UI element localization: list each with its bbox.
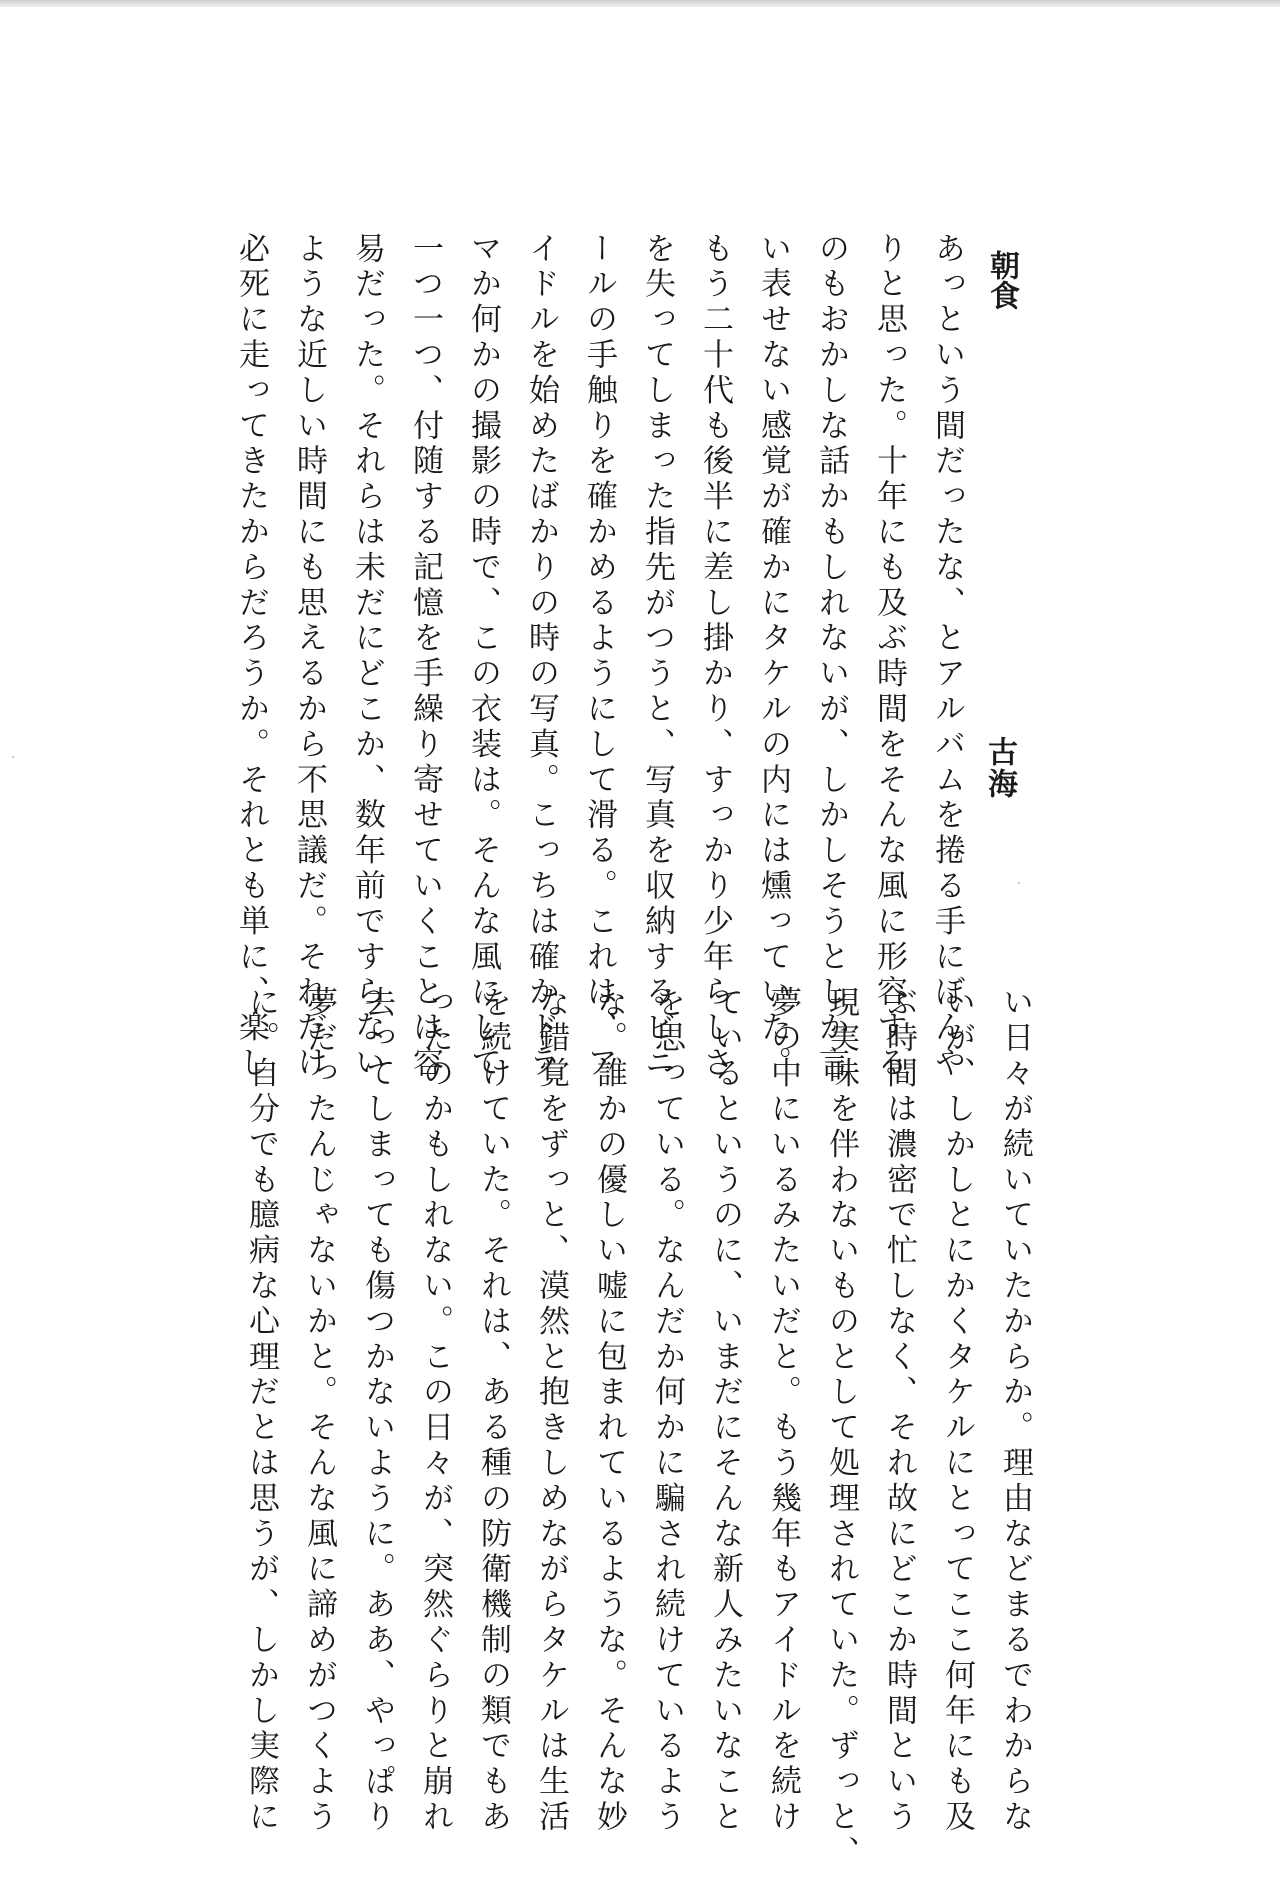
text-column: い表せない感覚が確かにタケルの内には燻っていた。 [755,232,791,1082]
text-column: イドルを始めたばかりの時の写真。こっちは確かドラ [523,232,559,1082]
scan-speck [1018,882,1020,884]
text-column: を失ってしまった指先がつうと、写真を収納するビニ [639,232,675,1082]
text-column: マか何かの撮影の時で、この衣装は。そんな風にして [465,232,501,1082]
text-column: 夢だったんじゃないかと。そんな風に諦めがつくよう [301,986,337,1836]
text-column: 夢の中にいるみたいだと。もう幾年もアイドルを続け [765,986,801,1836]
text-column: あっという間だったな、とアルバムを捲る手にぼんや [929,232,965,1082]
text-column: 易だった。それらは未だにどこか、数年前ですらない [349,232,385,1082]
text-column: 必死に走ってきたからだろうか。それとも単に、楽し [233,232,269,1082]
text-column: な。誰かの優しい嘘に包まれているような。そんな妙 [591,986,627,1836]
text-column: な錯覚をずっと、漠然と抱きしめながらタケルは生活 [533,986,569,1836]
scan-top-edge [0,0,1280,7]
text-column: を続けていた。それは、ある種の防衛機制の類でもあ [475,986,511,1836]
text-column: 現実味を伴わないものとして処理されていた。ずっと、 [823,986,859,1871]
text-column: に。自分でも臆病な心理だとは思うが、しかし実際に [243,986,279,1836]
author-name: 古海 [982,736,1017,800]
text-column: もう二十代も後半に差し掛かり、すっかり少年らしさ [697,232,733,1082]
text-column: のもおかしな話かもしれないが、しかしそうとしか言 [813,232,849,1082]
text-column: 去ってしまっても傷つかないように。ああ、やっぱり [359,986,395,1836]
text-column: ぶ時間は濃密で忙しなく、それ故にどこか時間という [881,986,917,1836]
text-column: ールの手触りを確かめるようにして滑る。これは、ア [581,232,617,1082]
page-title: 朝食 [984,250,1019,310]
text-column: ったのかもしれない。この日々が、突然ぐらりと崩れ [417,986,453,1836]
text-column: りと思った。十年にも及ぶ時間をそんな風に形容する [871,232,907,1082]
scan-speck [12,756,14,758]
text-column: を思っている。なんだか何かに騙され続けているよう [649,986,685,1836]
text-column: いが、しかしとにかくタケルにとってここ何年にも及 [939,986,975,1836]
text-column: 一つ一つ、付随する記憶を手繰り寄せていくことは容 [407,232,443,1082]
text-column: ような近しい時間にも思えるから不思議だ。それだけ [291,232,327,1082]
text-column: ているというのに、いまだにそんな新人みたいなこと [707,986,743,1836]
text-column: い日々が続いていたからか。理由などまるでわからな [997,986,1033,1836]
